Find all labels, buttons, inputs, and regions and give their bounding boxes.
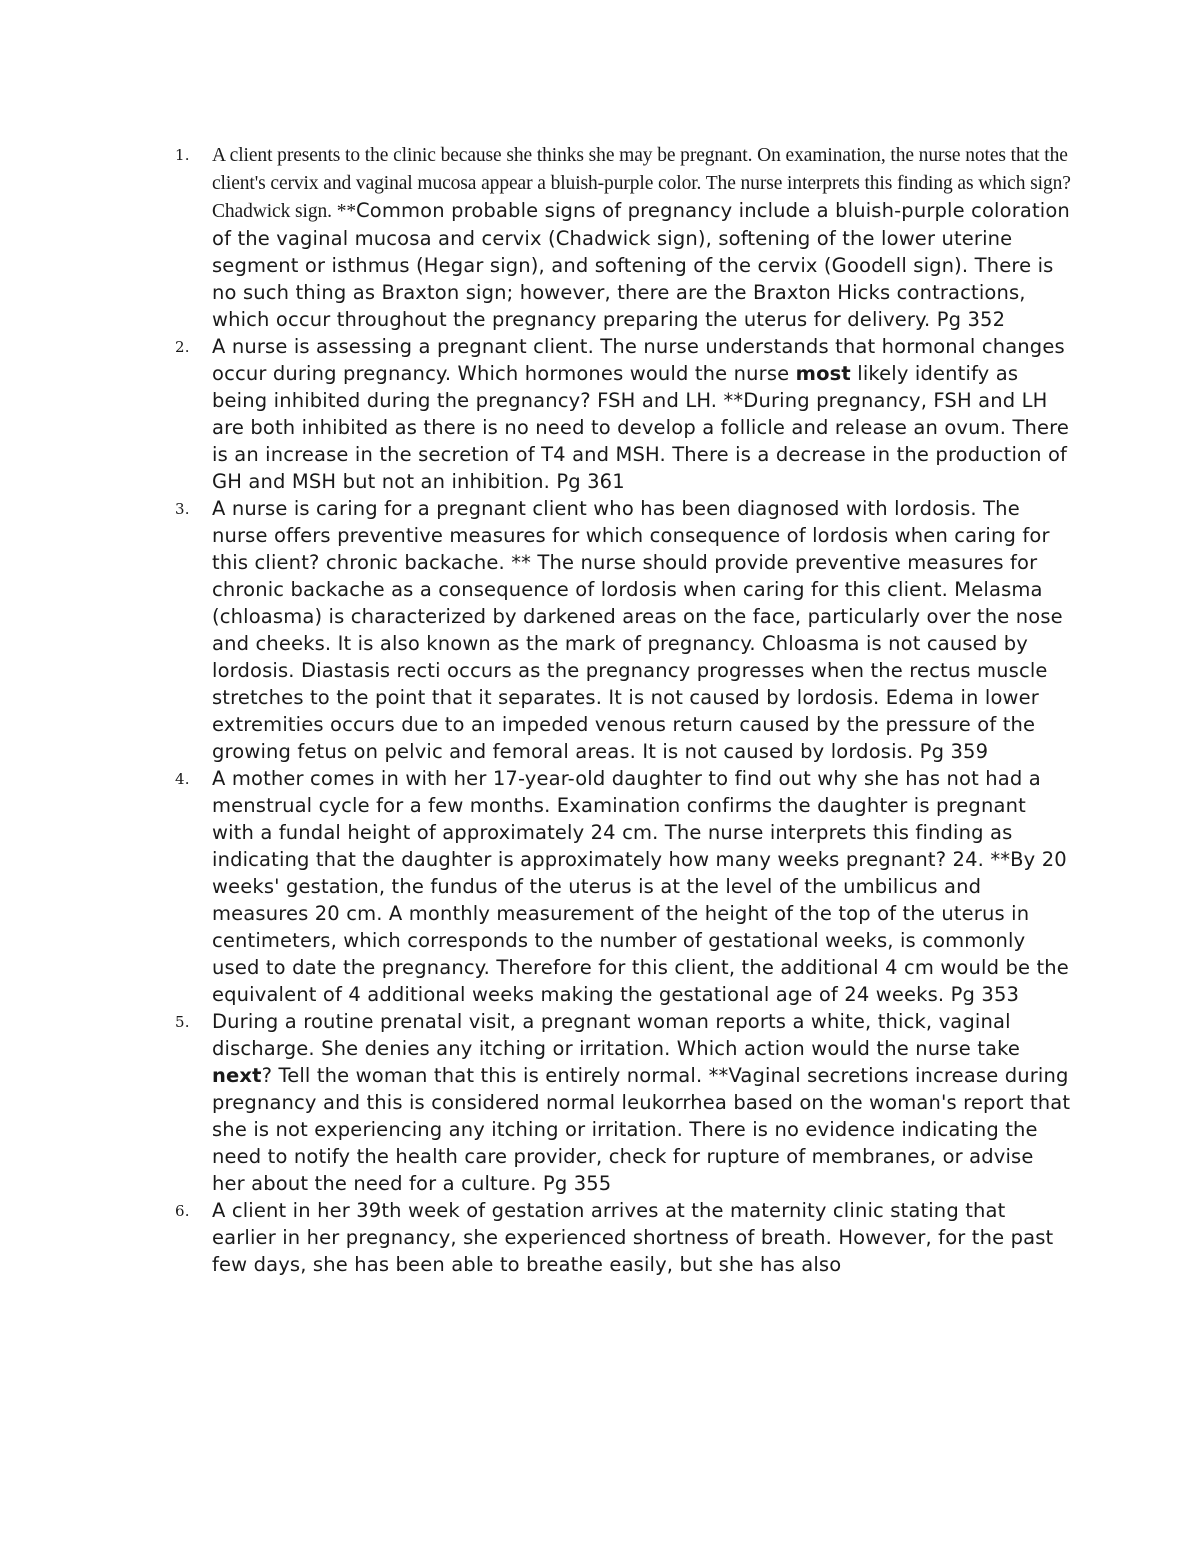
- emphasis-word: most: [795, 362, 851, 385]
- question-text-continued: ? Tell the woman that this is entirely normal. **Vaginal secretions increase during pregnancy and this is considered normal leukorrhea based on the woman's report that she is not experiencing any itching or irritation. There is no evidence indicating the need to notify the health care provider, check for rupture of membranes, or advise her about the need for a culture. Pg 355: [212, 1064, 1071, 1195]
- question-item-4: [175, 765, 1072, 1008]
- question-item-1: [175, 141, 1072, 333]
- question-number: 1.: [175, 146, 190, 164]
- question-text: A nurse is caring for a pregnant client who has been diagnosed with lordosis. The nurse offers preventive measures for which consequence of lordosis when caring for this client? chronic backache. ** The nurse should provide preventive measures for chronic backache as a consequence of lordosis when caring for this client. Melasma (chloasma) is characterized by darkened areas on the face, particularly over the nose and cheeks. It is also known as the mark of pregnancy. Chloasma is not caused by lordosis. Diastasis recti occurs as the pregnancy progresses when the rectus muscle stretches to the point that it separates. It is not caused by lordosis. Edema in lower extremities occurs due to an impeded venous return caused by the pressure of the growing fetus on pelvic and femoral areas. It is not caused by lordosis. Pg 359: [212, 497, 1063, 763]
- question-number: 3.: [175, 500, 190, 518]
- question-number: 2.: [175, 338, 190, 356]
- emphasis-word: next: [212, 1064, 262, 1087]
- question-list: [175, 141, 1072, 1278]
- question-text: A client in her 39th week of gestation arrives at the maternity clinic stating that earlier in her pregnancy, she experienced shortness of breath. However, for the past few days, she has been able to breathe easily, but she has also: [212, 1199, 1054, 1276]
- question-text-serif: A client presents to the clinic because she thinks she may be pregnant. On examination, the nurse notes that the client's cervix and vaginal mucosa appear a bluish-purple color. The nurse interprets this finding as which sign? Chadwick sign. **: [212, 145, 1071, 222]
- question-rationale: Common probable signs of pregnancy include a bluish-purple coloration of the vaginal mucosa and cervix (Chadwick sign), softening of the lower uterine segment or isthmus (Hegar sign), and softening of the cervix (Goodell sign). There is no such thing as Braxton sign; however, there are the Braxton Hicks contractions, which occur throughout the pregnancy preparing the uterus for delivery. Pg 352: [212, 199, 1070, 331]
- question-text-continued: likely identify as being inhibited during the pregnancy? FSH and LH. **During pregnancy, FSH and LH are both inhibited as there is no need to develop a follicle and release an ovum. There is an increase in the secretion of T4 and MSH. There is a decrease in the production of GH and MSH but not an inhibition. Pg 361: [212, 362, 1070, 493]
- question-item-3: [175, 495, 1072, 765]
- question-item-2: [175, 333, 1072, 495]
- question-number: 6.: [175, 1202, 190, 1220]
- question-text: During a routine prenatal visit, a pregnant woman reports a white, thick, vaginal discharge. She denies any itching or irritation. Which action would the nurse take: [212, 1010, 1021, 1060]
- question-item-6: [175, 1197, 1072, 1278]
- question-item-5: [175, 1008, 1072, 1197]
- question-text: A mother comes in with her 17-year-old daughter to find out why she has not had a menstrual cycle for a few months. Examination confirms the daughter is pregnant with a fundal height of approximately 24 cm. The nurse interprets this finding as indicating that the daughter is approximately how many weeks pregnant? 24. **By 20 weeks' gestation, the fundus of the uterus is at the level of the umbilicus and measures 20 cm. A monthly measurement of the height of the top of the uterus in centimeters, which corresponds to the number of gestational weeks, is commonly used to date the pregnancy. Therefore for this client, the additional 4 cm would be the equivalent of 4 additional weeks making the gestational age of 24 weeks. Pg 353: [212, 767, 1069, 1006]
- question-text: A nurse is assessing a pregnant client. The nurse understands that hormonal changes occur during pregnancy. Which hormones would the nurse: [212, 335, 1065, 385]
- question-number: 5.: [175, 1013, 190, 1031]
- question-number: 4.: [175, 770, 190, 788]
